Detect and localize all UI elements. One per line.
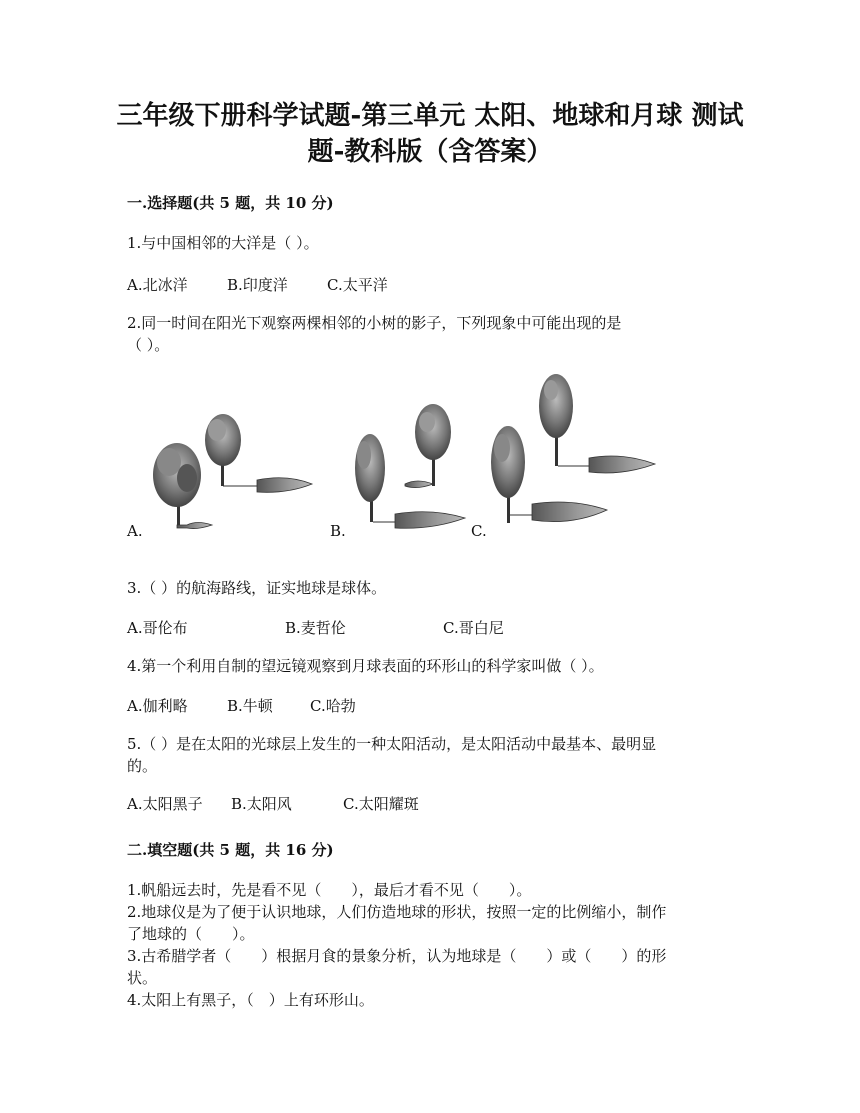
question-2-line-2: （ ）。 <box>127 336 170 354</box>
tree-icon <box>491 426 525 523</box>
figure-label-c: C. <box>471 522 487 540</box>
option-c: C.太阳耀斑 <box>343 795 419 813</box>
option-c: C.哈勃 <box>310 697 356 715</box>
option-a: A.伽利略 <box>127 697 188 715</box>
tree-shadow-illustration <box>127 370 667 540</box>
question-2-line-1: 2.同一时间在阳光下观察两棵相邻的小树的影子，下列现象中可能出现的是 <box>127 314 622 332</box>
shadow-icon <box>589 456 655 473</box>
option-b: B.太阳风 <box>231 795 292 813</box>
shadow-icon <box>177 523 212 529</box>
shadow-icon <box>405 481 433 488</box>
option-a: A.太阳黑子 <box>127 795 203 813</box>
fill-line: 了地球的（ ）。 <box>127 925 255 943</box>
fill-line: 3.古希腊学者（ ）根据月食的景象分析，认为地球是（ ）或（ ）的形 <box>127 947 667 965</box>
title-line-2: 题-教科版（含答案） <box>307 137 553 167</box>
option-b: B.牛顿 <box>227 697 273 715</box>
question-3: 3.（ ）的航海路线，证实地球是球体。 <box>127 579 387 597</box>
shadow-icon <box>395 512 465 529</box>
question-2 <box>127 312 737 356</box>
shadow-icon <box>257 478 312 493</box>
figure-label-b: B. <box>330 522 346 540</box>
section-heading-fill: 二.填空题(共 5 题，共 16 分) <box>127 841 334 859</box>
option-c: C.太平洋 <box>327 276 388 294</box>
document-title <box>110 98 750 170</box>
section-heading-choice: 一.选择题(共 5 题，共 10 分) <box>127 194 334 212</box>
title-line-1: 三年级下册科学试题-第三单元 太阳、地球和月球 测试 <box>116 101 744 131</box>
option-a: A.哥伦布 <box>127 619 188 637</box>
tree-shadow-figure <box>127 370 667 540</box>
fill-line: 4.太阳上有黑子，（ ）上有环形山。 <box>127 991 374 1009</box>
fill-line: 1.帆船远去时，先是看不见（ ），最后才看不见（ ）。 <box>127 881 532 899</box>
option-c: C.哥白尼 <box>443 619 504 637</box>
option-b: B.麦哲伦 <box>285 619 346 637</box>
fill-in-questions <box>127 879 737 1011</box>
fill-line: 状。 <box>127 969 158 987</box>
figure-option-c <box>491 374 655 523</box>
question-4: 4.第一个利用自制的望远镜观察到月球表面的环形山的科学家叫做（ ）。 <box>127 657 604 675</box>
figure-label-a: A. <box>127 522 143 540</box>
question-5-line-2: 的。 <box>127 757 158 775</box>
figure-option-b <box>355 404 465 528</box>
question-5 <box>127 733 737 777</box>
fill-line: 2.地球仪是为了便于认识地球，人们仿造地球的形状，按照一定的比例缩小，制作 <box>127 903 667 921</box>
option-a: A.北冰洋 <box>127 276 188 294</box>
question-5-line-1: 5.（ ）是在太阳的光球层上发生的一种太阳活动，是太阳活动中最基本、最明显 <box>127 735 657 753</box>
tree-icon <box>205 414 241 486</box>
tree-icon <box>355 434 385 522</box>
question-1: 1.与中国相邻的大洋是（ ）。 <box>127 234 319 252</box>
shadow-icon <box>532 502 607 522</box>
tree-icon <box>153 443 201 525</box>
tree-icon <box>415 404 451 486</box>
tree-icon <box>539 374 573 466</box>
figure-option-a <box>153 414 312 529</box>
option-b: B.印度洋 <box>227 276 288 294</box>
